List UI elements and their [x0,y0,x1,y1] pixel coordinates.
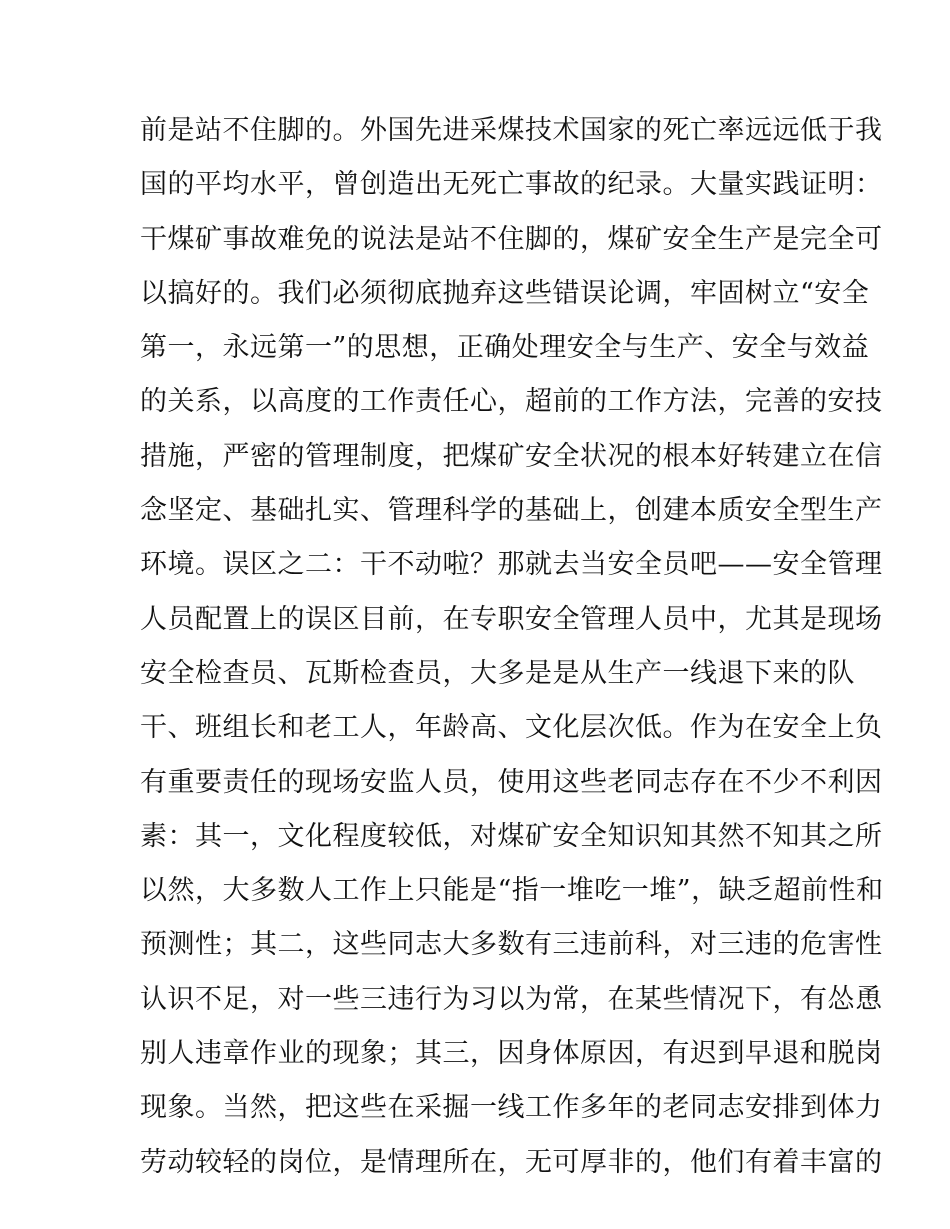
text-line: 前是站不住脚的。外国先进采煤技术国家的死亡率远远低于我 [140,115,883,146]
text-line: 素：其一，文化程度较低，对煤矿安全知识知其然不知其之所 [140,820,883,852]
text-line: 预测性；其二，这些同志大多数有三违前科，对三违的危害性 [140,929,883,961]
text-line: 国的平均水平，曾创造出无死亡事故的纪录。大量实践证明： [140,169,883,201]
text-line: 干、班组长和老工人，年龄高、文化层次低。作为在安全上负 [140,712,883,744]
text-line: 以然，大多数人工作上只能是“指一堆吃一堆”，缺乏超前性和 [140,875,884,907]
text-line: 认识不足，对一些三违行为习以为常，在某些情况下，有怂恿 [140,983,883,1015]
text-line: 现象。当然，把这些在采掘一线工作多年的老同志安排到体力 [140,1092,883,1124]
text-line: 环境。误区之二：干不动啦？那就去当安全员吧——安全管理 [140,549,883,581]
text-line: 念坚定、基础扎实、管理科学的基础上，创建本质安全型生产 [140,495,883,527]
text-line: 人员配置上的误区目前，在专职安全管理人员中，尤其是现场 [140,603,883,635]
text-line: 第一，永远第一”的思想，正确处理安全与生产、安全与效益 [140,332,870,364]
text-line: 劳动较轻的岗位，是情理所在，无可厚非的，他们有着丰富的 [140,1146,883,1178]
body-text [140,104,884,1190]
text-line: 措施，严密的管理制度，把煤矿安全状况的根本好转建立在信 [140,440,883,472]
text-line: 安全检查员、瓦斯检查员，大多是是从生产一线退下来的队 [140,657,855,689]
text-line: 以搞好的。我们必须彻底抛弃这些错误论调，牢固树立“安全 [140,277,870,309]
text-line: 干煤矿事故难免的说法是站不住脚的，煤矿安全生产是完全可 [140,223,883,255]
text-line: 有重要责任的现场安监人员，使用这些老同志存在不少不利因 [140,766,883,798]
text-line: 别人违章作业的现象；其三，因身体原因，有迟到早退和脱岗 [140,1038,883,1070]
text-line: 的关系，以高度的工作责任心，超前的工作方法，完善的安技 [140,386,883,418]
